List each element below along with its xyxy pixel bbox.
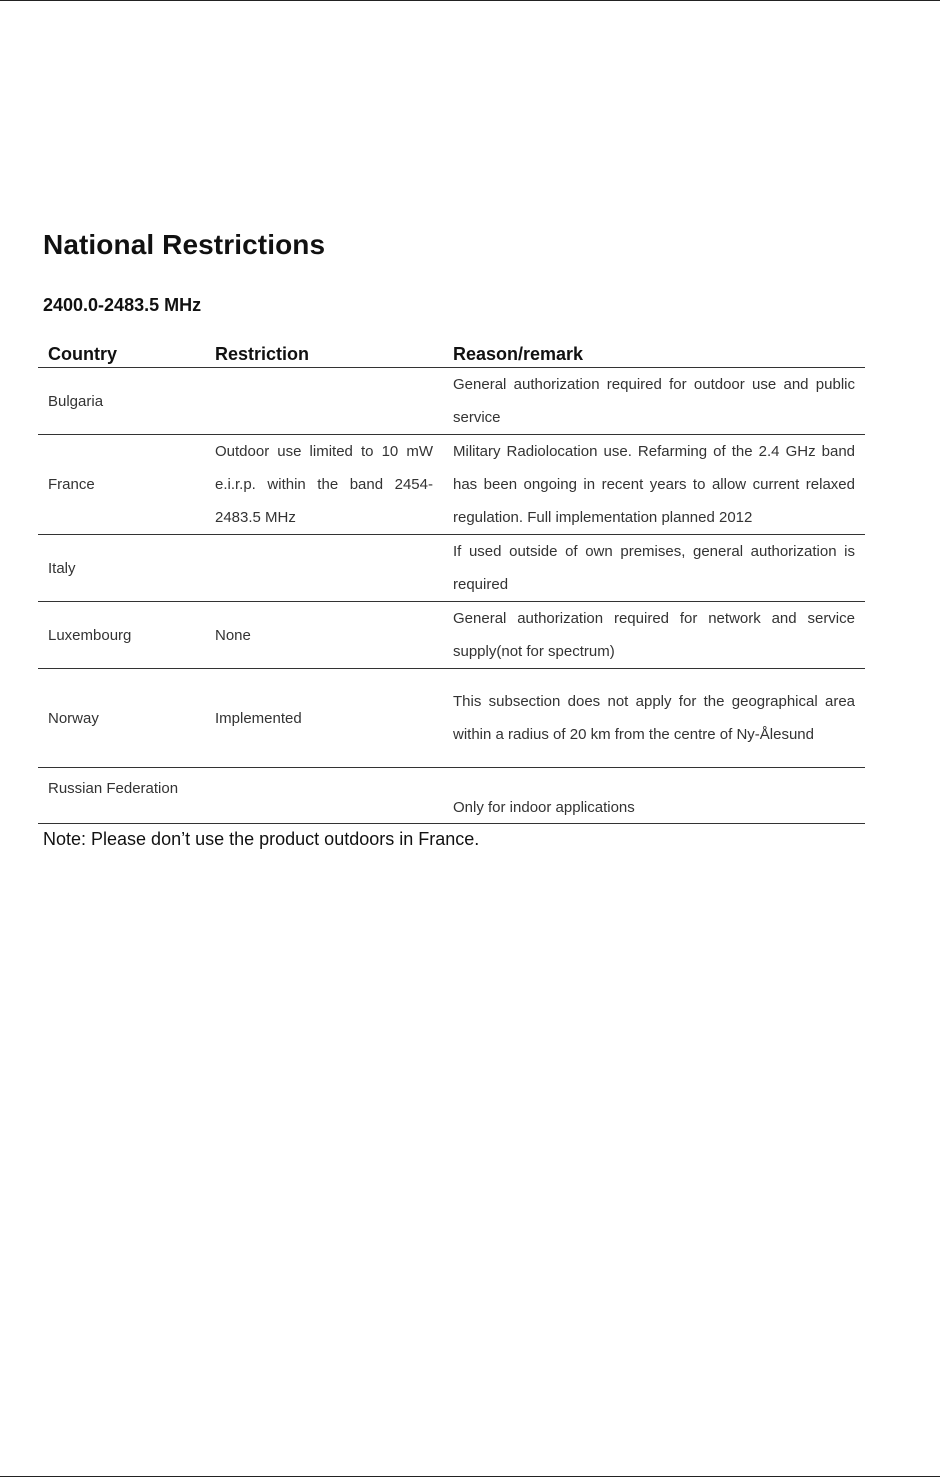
national-restrictions-table xyxy=(38,334,865,824)
cell-reason: General authorization required for network and service supply(not for spectrum) xyxy=(443,602,865,669)
cell-reason: This subsection does not apply for the geographical area within a radius of 20 km from the centre of Ny-Ålesund xyxy=(443,669,865,768)
cell-reason: Only for indoor applications xyxy=(443,768,865,824)
cell-restriction: Outdoor use limited to 10 mW e.i.r.p. within the band 2454-2483.5 MHz xyxy=(205,435,443,535)
france-outdoor-note: Note: Please don’t use the product outdoors in France. xyxy=(43,829,480,849)
table-row-norway xyxy=(38,669,865,768)
page-title: National Restrictions xyxy=(43,229,326,260)
header-country: Country xyxy=(38,334,205,368)
cell-restriction: Implemented xyxy=(205,669,443,768)
cell-country: Luxembourg xyxy=(38,602,205,669)
page-top-rule xyxy=(0,0,940,1)
table-header-row xyxy=(38,334,865,368)
cell-restriction: None xyxy=(205,602,443,669)
cell-reason: General authorization required for outdoor use and public service xyxy=(443,368,865,435)
table-row-france xyxy=(38,435,865,535)
cell-restriction xyxy=(205,368,443,435)
cell-country: France xyxy=(38,435,205,535)
table-row-russian-federation xyxy=(38,768,865,824)
cell-country: Italy xyxy=(38,535,205,602)
cell-country: Norway xyxy=(38,669,205,768)
cell-reason: Military Radiolocation use. Refarming of the 2.4 GHz band has been ongoing in recent years to allow current relaxed regulation. Full implementation planned 2012 xyxy=(443,435,865,535)
header-restriction: Restriction xyxy=(205,334,443,368)
cell-country: Bulgaria xyxy=(38,368,205,435)
header-reason: Reason/remark xyxy=(443,334,865,368)
cell-country: Russian Federation xyxy=(38,768,205,824)
page-bottom-rule xyxy=(0,1476,940,1477)
table-row-italy xyxy=(38,535,865,602)
cell-restriction xyxy=(205,535,443,602)
table-row-luxembourg xyxy=(38,602,865,669)
cell-restriction xyxy=(205,768,443,824)
frequency-band-heading: 2400.0-2483.5 MHz xyxy=(43,295,202,315)
table-row-bulgaria xyxy=(38,368,865,435)
cell-reason: If used outside of own premises, general authorization is required xyxy=(443,535,865,602)
